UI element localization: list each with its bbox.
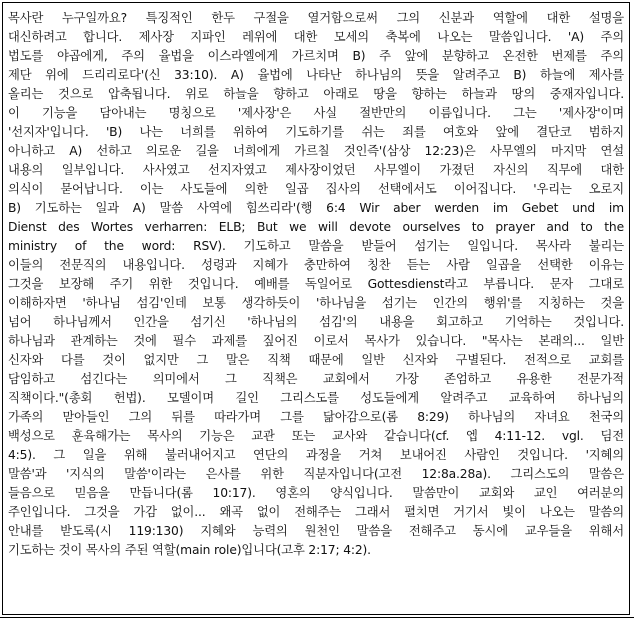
text-line: 기도하는 것이 목사의 주된 역할(main role)입니다(고후 2:17; 4:2).: [8, 543, 371, 557]
text-line: 하나님과 관계하는 것에 필수 과제를 짚어진 이로서 목사가 있습니다. "목사는 본래의... 일반: [8, 334, 624, 348]
text-line: 목사란 누구일까요? 특징적인 한두 구절을 열거함으로써 그의 신분과 역할에 대한 설명을: [8, 11, 624, 25]
text-line: 직책이다."(총회 헌법). 모델이며 길인 그리스도를 성도들에게 알려주고 교육하여 하나님의: [8, 391, 624, 405]
text-line: 말씀'과 '지식의 말씀'이라는 은사를 위한 직분자입니다(고전 12:8a.28a). 그리스도의 말씀은: [8, 467, 624, 481]
text-line: 내용의 일부입니다. 사사였고 선지자였고 제사장이었던 사무엘이 가졌던 자신의 직무에 대한: [8, 163, 624, 177]
text-line: 백성으로 훈육해가는 목사의 기능은 교관 또는 교사와 같습니다(cf. 엡 4:11-12. vgl. 딤전: [8, 429, 624, 443]
text-line: 넘어 하나님께서 인간을 섬기신 '하나님의 섬김'의 내용을 회고하고 기억하는 것입니다.: [8, 315, 624, 329]
document-text-box: [2, 2, 630, 615]
text-line: 의식이 묻어납니다. 이는 사도들에 의한 일곱 집사의 선택에서도 이어집니다. '우리는 오로지: [8, 182, 624, 196]
text-line: 신자와 다를 것이 없지만 그 말은 직책 때문에 일반 신자와 구별된다. 전적으로 교회를: [8, 353, 624, 367]
text-line: 대신하려고 합니다. 제사장 지파인 레위에 대한 모세의 축복에 나오는 말씀입니다. 'A) 주의: [8, 30, 624, 44]
text-line: 그것을 보장해 주기 위한 것입니다. 예배를 독일어로 Gottesdienst라고 부릅니다. 문자 그대로: [8, 277, 624, 291]
text-line: '선지자'입니다. 'B) 나는 너희를 위하여 기도하기를 쉬는 죄를 여호와 앞에 결단코 범하지: [8, 125, 624, 139]
text-line: 들음으로 믿음을 만듭니다(롬 10:17). 영혼의 양식입니다. 말씀만이 교회와 교인 여러분의: [8, 486, 624, 500]
text-line: 올리는 것으로 압축됩니다. 위로 하늘을 향하고 아래로 땅을 향하는 하늘과 땅의 중재자입니다.: [8, 87, 624, 101]
text-line: ministry of the word: RSV). 기도하고 말씀을 받들어 섬기는 일입니다. 목사라 불리는: [8, 239, 624, 253]
text-line: 안내를 받도록(시 119:130) 지혜와 능력의 원천인 말씀을 전해주고 동시에 교우들을 위해서: [8, 524, 624, 538]
text-line: 아니하고 A) 선하고 의로운 길을 너희에게 가르칠 것인즉'(삼상 12:23)은 사무엘의 마지막 연설: [8, 144, 624, 158]
text-line: 제단 위에 드리리로다'(신 33:10). A) 율법에 나타난 하나님의 뜻을 알려주고 B) 하늘에 제사를: [8, 68, 624, 82]
bottom-divider: [0, 617, 634, 618]
text-line: 4:5). 그 일을 위해 불러내어지고 연단의 과정을 거쳐 보내어진 사람인 것입니다. '지혜의: [8, 448, 624, 462]
text-line: 이해하자면 '하나님 섬김'인데 보통 생각하듯이 '하나님을 섬기는 인간의 행위'를 지칭하는 것을: [8, 296, 624, 310]
text-line: B) 기도하는 일과 A) 말씀 사역에 힘쓰리라'(행 6:4 Wir aber werden im Gebet und im: [8, 201, 624, 215]
text-line: 주인입니다. 그것을 가감 없이... 왜곡 없이 전해주는 그래서 펼치면 거기서 빛이 나오는 말씀의: [8, 505, 624, 519]
text-line: 이 기능을 담아내는 명칭으로 '제사장'은 사실 절반만의 이름입니다. 그는 '제사장'이며: [8, 106, 624, 120]
text-line: 법도를 야곱에게, 주의 율법을 이스라엘에게 가르치며 B) 주 앞에 분향하고 온전한 번제를 주의: [8, 49, 624, 63]
text-line: Dienst des Wortes verharren: ELB; But we will devote ourselves to prayer and to the: [8, 220, 624, 234]
text-line: 이들의 전문직의 내용입니다. 성령과 지혜가 충만하여 칭찬 듣는 사람 일곱을 선택한 이유는: [8, 258, 624, 272]
text-line: 담임하고 섬긴다는 의미에서 그 직책은 교회에서 가장 존엄하고 유용한 전문가적: [8, 372, 624, 386]
text-line: 가족의 맏아들인 그의 뒤를 따라가며 그를 닮아감으로(롬 8:29) 하나님의 자녀요 천국의: [8, 410, 624, 424]
